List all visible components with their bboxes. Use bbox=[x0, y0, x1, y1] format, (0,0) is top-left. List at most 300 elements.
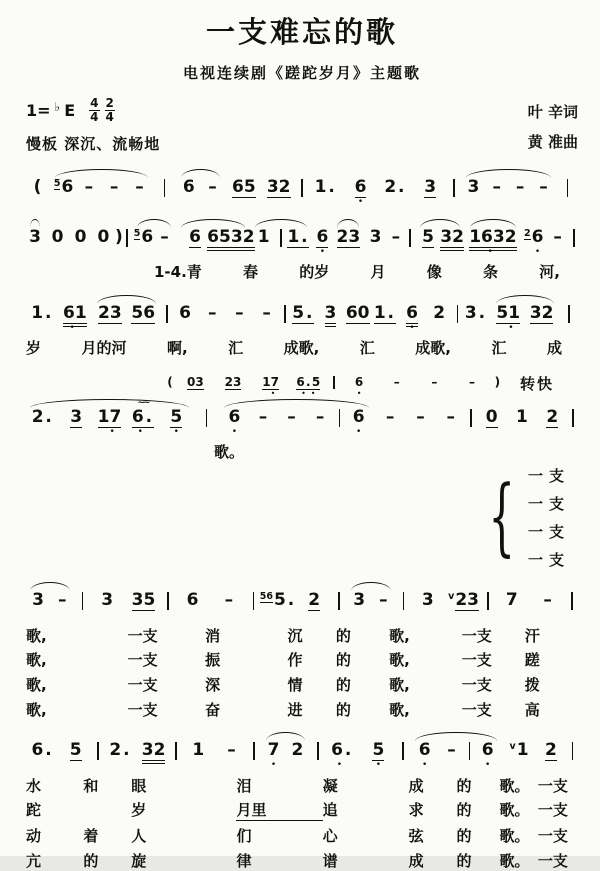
octave-dots bbox=[104, 611, 109, 620]
glyph-row bbox=[166, 375, 173, 390]
octave-dots bbox=[57, 198, 70, 207]
note-digit: . bbox=[328, 177, 335, 197]
bar-line-mark bbox=[253, 742, 255, 760]
lyric-syllable: 的 bbox=[83, 851, 99, 870]
octave-dots bbox=[320, 248, 325, 257]
octave-dot-slot bbox=[168, 390, 173, 397]
note-digits bbox=[315, 178, 337, 198]
note-digit: 6 bbox=[406, 302, 418, 323]
note-digits bbox=[170, 408, 182, 428]
lyric-syllable: 汗 bbox=[524, 626, 540, 645]
glyph-row bbox=[492, 178, 502, 198]
octave-dot-slot bbox=[519, 428, 524, 437]
note-digit: 3 bbox=[324, 302, 337, 323]
note-digit: 6 bbox=[63, 302, 75, 323]
note-digits bbox=[109, 178, 119, 198]
octave-dot-slot bbox=[101, 248, 106, 257]
note-digits bbox=[545, 741, 557, 761]
key-and-tempo bbox=[26, 97, 160, 154]
note-digits bbox=[424, 178, 436, 198]
note-group bbox=[26, 169, 49, 207]
note-digits bbox=[134, 178, 144, 198]
octave-dot-slot: • bbox=[356, 427, 362, 437]
bar-line-mark bbox=[409, 229, 411, 247]
lyric-syllable: 一支 bbox=[461, 651, 492, 670]
glyph-row bbox=[70, 408, 82, 428]
lyric-syllable: 一支 bbox=[537, 827, 568, 845]
lyric-syllable: 岁 bbox=[26, 338, 42, 357]
note-digits bbox=[353, 408, 365, 428]
glyph-row bbox=[187, 375, 204, 390]
octave-dots bbox=[555, 248, 560, 257]
lyric-syllable: 求 bbox=[408, 801, 424, 820]
note-digit: 2 bbox=[546, 407, 559, 427]
lyric-line bbox=[26, 339, 578, 359]
sustain-dash bbox=[154, 219, 175, 257]
note-digit: 3 bbox=[529, 302, 542, 323]
octave-dots bbox=[517, 198, 522, 207]
lyric-syllable: 成 bbox=[546, 338, 562, 357]
octave-dot-slot: • bbox=[270, 389, 276, 398]
octave-dot-slot bbox=[192, 248, 197, 257]
note-cell bbox=[93, 295, 126, 333]
key-prefix: 1= bbox=[26, 101, 51, 121]
note-digits bbox=[226, 741, 236, 761]
octave-dots bbox=[337, 761, 348, 770]
note-digits bbox=[287, 228, 309, 248]
verse-label: 一支 bbox=[527, 466, 570, 485]
glyph-row bbox=[296, 375, 320, 390]
note-group bbox=[162, 295, 490, 333]
note-digits bbox=[538, 178, 548, 198]
note-digits bbox=[268, 741, 280, 761]
lyric-syllable: 情 bbox=[287, 676, 303, 694]
octave-dot-slot: • bbox=[375, 759, 382, 770]
bar-line bbox=[565, 295, 573, 332]
lyric-syllable: 和 bbox=[83, 776, 99, 795]
octave-dot-slot bbox=[145, 248, 150, 257]
glyph-row bbox=[486, 408, 498, 428]
glyph-row bbox=[415, 408, 425, 428]
slur-group bbox=[133, 219, 175, 257]
note-digit: 2 bbox=[224, 375, 233, 389]
note-digit: 6 bbox=[141, 227, 154, 247]
lyric-syllable: 成歌, bbox=[415, 338, 451, 357]
note-digit: 5 bbox=[496, 302, 509, 323]
time-signature-denominator: 4 bbox=[90, 110, 99, 125]
bar-line-mark bbox=[571, 592, 573, 610]
octave-dots bbox=[111, 198, 116, 207]
music-line bbox=[26, 169, 578, 207]
octave-dot-slot bbox=[555, 248, 560, 257]
glyph-row bbox=[331, 741, 353, 761]
system-1 bbox=[26, 169, 578, 207]
bar-line-mark bbox=[175, 742, 177, 760]
octave-dot-slot bbox=[261, 248, 266, 257]
octave-dot-slot: • bbox=[485, 759, 491, 770]
octave-dots bbox=[37, 761, 48, 770]
note-digit: 3 bbox=[29, 227, 41, 247]
note-digits bbox=[98, 408, 122, 428]
note-digits bbox=[515, 178, 525, 198]
lyric-syllable: 奋 bbox=[205, 700, 221, 719]
note-cell bbox=[177, 169, 201, 207]
octave-dot-slot bbox=[448, 428, 453, 437]
octave-dot-slot bbox=[427, 198, 432, 207]
octave-dots bbox=[418, 428, 423, 437]
lyric-syllable: 一支 bbox=[461, 700, 492, 719]
octave-dots bbox=[295, 761, 300, 770]
octave-dots bbox=[298, 324, 309, 333]
glyph-row bbox=[465, 304, 487, 324]
bar-line-mark bbox=[284, 305, 286, 323]
glyph-row bbox=[287, 228, 309, 248]
note-digits bbox=[32, 408, 54, 428]
note-digit: 7 bbox=[270, 375, 279, 389]
note-digit: 1 bbox=[516, 739, 529, 760]
lyric-syllable: 汇 bbox=[359, 338, 375, 357]
octave-dot-slot bbox=[548, 761, 553, 770]
note-digits bbox=[142, 741, 166, 761]
octave-dot-slot bbox=[437, 324, 442, 333]
glyph-row bbox=[70, 741, 82, 761]
note-digit: 3 bbox=[32, 589, 44, 610]
glyph-row bbox=[440, 228, 464, 248]
note-digit: 1 bbox=[257, 227, 270, 247]
note-cell bbox=[226, 169, 261, 207]
octave-dots bbox=[548, 761, 553, 770]
note-digit: 2 bbox=[452, 227, 464, 247]
octave-dot-slot bbox=[190, 611, 195, 620]
note-cell bbox=[494, 582, 530, 620]
lyric-syllable: 律 bbox=[236, 851, 252, 870]
note-cell bbox=[26, 732, 59, 770]
note-cell bbox=[93, 399, 126, 437]
octave-dot-slot: • bbox=[409, 322, 415, 333]
lyric-syllable: 追 bbox=[322, 801, 338, 820]
note-digits bbox=[101, 591, 113, 611]
note-digits bbox=[482, 741, 494, 761]
note-digit: – bbox=[224, 589, 234, 610]
note-cell bbox=[446, 582, 482, 620]
bar-line bbox=[203, 399, 211, 436]
bar-line-mark bbox=[206, 409, 208, 427]
note-group bbox=[76, 582, 345, 620]
glyph-row bbox=[530, 304, 554, 324]
lyric-line bbox=[26, 443, 578, 463]
bar-line-mark bbox=[572, 742, 574, 760]
lyric-syllable: 动 bbox=[26, 827, 42, 845]
sustain-dash bbox=[201, 169, 225, 207]
sustain-dash bbox=[306, 399, 335, 437]
note-digit: 0 bbox=[186, 375, 196, 389]
note-digits bbox=[32, 178, 42, 198]
glyph-row bbox=[516, 408, 528, 428]
sustain-dash bbox=[436, 399, 466, 437]
note-digit: 2 bbox=[541, 302, 554, 323]
note-digits bbox=[63, 304, 87, 324]
lyric-verses bbox=[26, 627, 578, 720]
bar-line bbox=[327, 370, 340, 397]
lyric-syllable: 的 bbox=[335, 651, 351, 670]
octave-dot-slot: • bbox=[310, 389, 316, 398]
note-digit: 5 bbox=[311, 375, 321, 389]
note-digit: 1 bbox=[469, 227, 482, 247]
glyph-row bbox=[538, 178, 548, 198]
octave-dot-slot bbox=[545, 611, 550, 620]
note-digit: 1 bbox=[508, 302, 521, 323]
bar-line-mark bbox=[164, 179, 166, 197]
lyric-syllable: 着 bbox=[83, 827, 99, 845]
sustain-dash bbox=[508, 169, 531, 207]
note-digits bbox=[455, 591, 479, 611]
glyph-row bbox=[419, 741, 431, 761]
octave-dot-slot bbox=[73, 428, 78, 437]
glyph-row bbox=[524, 228, 543, 248]
sustain-dash bbox=[416, 370, 454, 397]
note-digit: 6 bbox=[186, 589, 199, 610]
octave-dots bbox=[320, 198, 331, 207]
octave-dots bbox=[137, 248, 150, 257]
glyph-row bbox=[494, 375, 501, 390]
note-digit: 3 bbox=[424, 177, 437, 197]
lyric-syllable: 凝 bbox=[322, 776, 338, 795]
bar-line bbox=[481, 582, 494, 620]
sustain-dash bbox=[215, 732, 248, 770]
note-cell bbox=[289, 370, 327, 397]
octave-dot-slot bbox=[143, 611, 148, 620]
note-digits bbox=[393, 375, 400, 390]
note-digit: 1 bbox=[97, 407, 110, 427]
lyric-syllable: 深 bbox=[205, 676, 221, 694]
glyph-row bbox=[308, 591, 320, 611]
octave-dot-slot bbox=[120, 761, 125, 770]
note-digits bbox=[433, 304, 445, 324]
glyph-row bbox=[467, 178, 479, 198]
octave-dots bbox=[301, 390, 315, 397]
octave-dots bbox=[260, 428, 265, 437]
octave-dots bbox=[228, 390, 238, 397]
note-digits bbox=[192, 741, 204, 761]
note-digit: – bbox=[315, 407, 325, 427]
lyric-syllable: 汇 bbox=[228, 338, 244, 357]
note-cell bbox=[378, 169, 413, 207]
slur-group bbox=[220, 399, 373, 437]
slur-group bbox=[333, 219, 363, 257]
octave-dots bbox=[541, 198, 546, 207]
glyph-row bbox=[468, 375, 475, 390]
note-digits bbox=[506, 591, 518, 611]
glyph-row bbox=[207, 228, 254, 248]
slur-group bbox=[262, 732, 310, 770]
octave-dot-slot bbox=[186, 198, 191, 207]
note-digits bbox=[355, 178, 367, 198]
note-cell bbox=[137, 732, 170, 770]
note-digit: 2 bbox=[433, 302, 446, 323]
note-digits bbox=[353, 591, 365, 611]
note-group bbox=[503, 732, 578, 770]
note-cell bbox=[133, 219, 154, 257]
octave-dots bbox=[455, 611, 473, 620]
lyric-syllable: 拨 bbox=[524, 676, 540, 694]
note-digits bbox=[291, 741, 303, 761]
song-subtitle: 电视连续剧《蹉跎岁月》主题歌 bbox=[182, 64, 421, 82]
octave-dots bbox=[229, 761, 234, 770]
note-digit: – bbox=[385, 407, 395, 427]
octave-dots bbox=[449, 761, 454, 770]
bar-line-mark bbox=[572, 409, 574, 427]
lyric-syllable: 一支 bbox=[537, 801, 568, 820]
slur-group bbox=[347, 582, 395, 620]
note-cell bbox=[290, 295, 317, 333]
octave-dot-slot bbox=[55, 248, 60, 257]
note-cell bbox=[371, 295, 398, 333]
glyph-row bbox=[346, 304, 370, 324]
note-digits bbox=[286, 408, 296, 428]
note-cell bbox=[26, 582, 50, 620]
glyph-row bbox=[337, 228, 361, 248]
note-digit: 6 bbox=[61, 177, 74, 197]
note-digit: 0 bbox=[357, 302, 370, 323]
bar-line bbox=[570, 219, 578, 257]
sustain-dash bbox=[253, 295, 280, 333]
note-digit: 1 bbox=[287, 227, 300, 247]
octave-dot-slot bbox=[35, 611, 40, 620]
note-digit: 1 bbox=[516, 407, 528, 427]
note-digits bbox=[530, 304, 554, 324]
octave-dot-slot bbox=[264, 324, 269, 333]
note-cell bbox=[535, 732, 567, 770]
note-cell bbox=[313, 219, 331, 257]
octave-dots bbox=[394, 390, 399, 397]
note-digit: 3 bbox=[348, 227, 361, 247]
octave-dot-slot: • bbox=[231, 427, 238, 437]
octave-dot-slot: • bbox=[421, 759, 428, 770]
note-digits bbox=[187, 375, 204, 390]
lyric-syllable: 月里 bbox=[236, 801, 322, 821]
note-digit: 2 bbox=[308, 589, 321, 610]
octave-dots bbox=[425, 611, 430, 620]
music-line bbox=[163, 370, 504, 397]
octave-dots bbox=[536, 324, 547, 333]
glyph-row bbox=[325, 304, 337, 324]
note-digit: 7 bbox=[109, 407, 122, 427]
octave-dot-slot bbox=[432, 390, 437, 397]
note-digit: – bbox=[416, 407, 425, 427]
note-cell bbox=[89, 582, 125, 620]
note-digit: – bbox=[258, 407, 268, 427]
octave-dots bbox=[317, 428, 322, 437]
glyph-row bbox=[232, 178, 256, 198]
note-digits bbox=[75, 228, 87, 248]
breath-mark-icon: v bbox=[448, 590, 455, 602]
note-cell bbox=[525, 295, 558, 333]
note-digits bbox=[258, 408, 268, 428]
glyph-row bbox=[292, 304, 314, 324]
note-digit: – bbox=[235, 302, 244, 323]
note-cell bbox=[207, 219, 255, 257]
note-cell bbox=[347, 582, 371, 620]
glyph-row bbox=[446, 741, 456, 761]
slur-group bbox=[177, 169, 225, 207]
note-digit: – bbox=[208, 177, 217, 197]
octave-dots bbox=[357, 390, 362, 397]
glyph-row bbox=[393, 375, 400, 390]
lyric-syllable: 歌, bbox=[26, 676, 47, 694]
octave-dots bbox=[356, 428, 361, 437]
note-digits bbox=[187, 591, 199, 611]
verse-block bbox=[26, 465, 570, 570]
glyph-row bbox=[448, 591, 479, 611]
note-digit: 2 bbox=[278, 177, 291, 197]
glyph-row bbox=[57, 591, 67, 611]
note-digits bbox=[325, 304, 337, 324]
verse-label: 一支 bbox=[527, 522, 570, 541]
note-digit: 0 bbox=[485, 407, 498, 427]
note-cell bbox=[398, 295, 425, 333]
note-digit: 6 bbox=[354, 375, 364, 389]
octave-dot-slot bbox=[489, 428, 494, 437]
octave-dots bbox=[379, 324, 390, 333]
note-digit: ) bbox=[115, 227, 123, 247]
bar-line-mark bbox=[402, 742, 404, 760]
note-cell bbox=[220, 399, 249, 437]
note-cell bbox=[416, 219, 440, 257]
octave-dots bbox=[393, 248, 398, 257]
note-cell bbox=[182, 732, 215, 770]
note-digits bbox=[372, 741, 384, 761]
lyric-syllable: 旋 bbox=[131, 851, 147, 870]
note-digits bbox=[468, 375, 475, 390]
lyric-syllable: 的 bbox=[335, 626, 351, 645]
lyric-syllable: 消 bbox=[205, 626, 221, 645]
glyph-row bbox=[543, 591, 553, 611]
lyric-syllable: 条 bbox=[483, 263, 499, 281]
octave-dot-slot bbox=[541, 198, 546, 207]
note-digit: 1 bbox=[31, 302, 44, 323]
octave-dots bbox=[470, 390, 475, 397]
glyph-row bbox=[515, 178, 525, 198]
note-cell bbox=[26, 295, 59, 333]
octave-dots bbox=[138, 324, 149, 333]
glyph-row bbox=[207, 178, 217, 198]
grace-notes: 2 bbox=[523, 228, 531, 239]
note-digits bbox=[207, 178, 217, 198]
lyric-syllable: 亢 bbox=[26, 851, 42, 870]
lyric-syllable: 一支 bbox=[537, 851, 568, 870]
note-digit: 6 bbox=[228, 407, 241, 427]
octave-dots bbox=[101, 248, 106, 257]
glyph-row bbox=[546, 408, 558, 428]
octave-dot-slot bbox=[470, 390, 475, 397]
note-cell bbox=[260, 582, 296, 620]
note-group bbox=[311, 732, 409, 770]
note-digit: 7 bbox=[267, 739, 280, 760]
note-cell bbox=[308, 169, 343, 207]
note-digits bbox=[228, 408, 240, 428]
octave-dots bbox=[210, 198, 215, 207]
note-digit: 2 bbox=[242, 227, 255, 247]
note-digit: 5 bbox=[292, 302, 305, 323]
slur-group bbox=[411, 732, 501, 770]
octave-dots bbox=[191, 390, 201, 397]
system-4 bbox=[26, 370, 578, 570]
octave-dots bbox=[73, 428, 78, 437]
note-group bbox=[195, 399, 218, 436]
slur-group bbox=[26, 219, 44, 257]
bar-line-mark bbox=[253, 592, 255, 610]
bar-line-mark bbox=[333, 376, 335, 389]
